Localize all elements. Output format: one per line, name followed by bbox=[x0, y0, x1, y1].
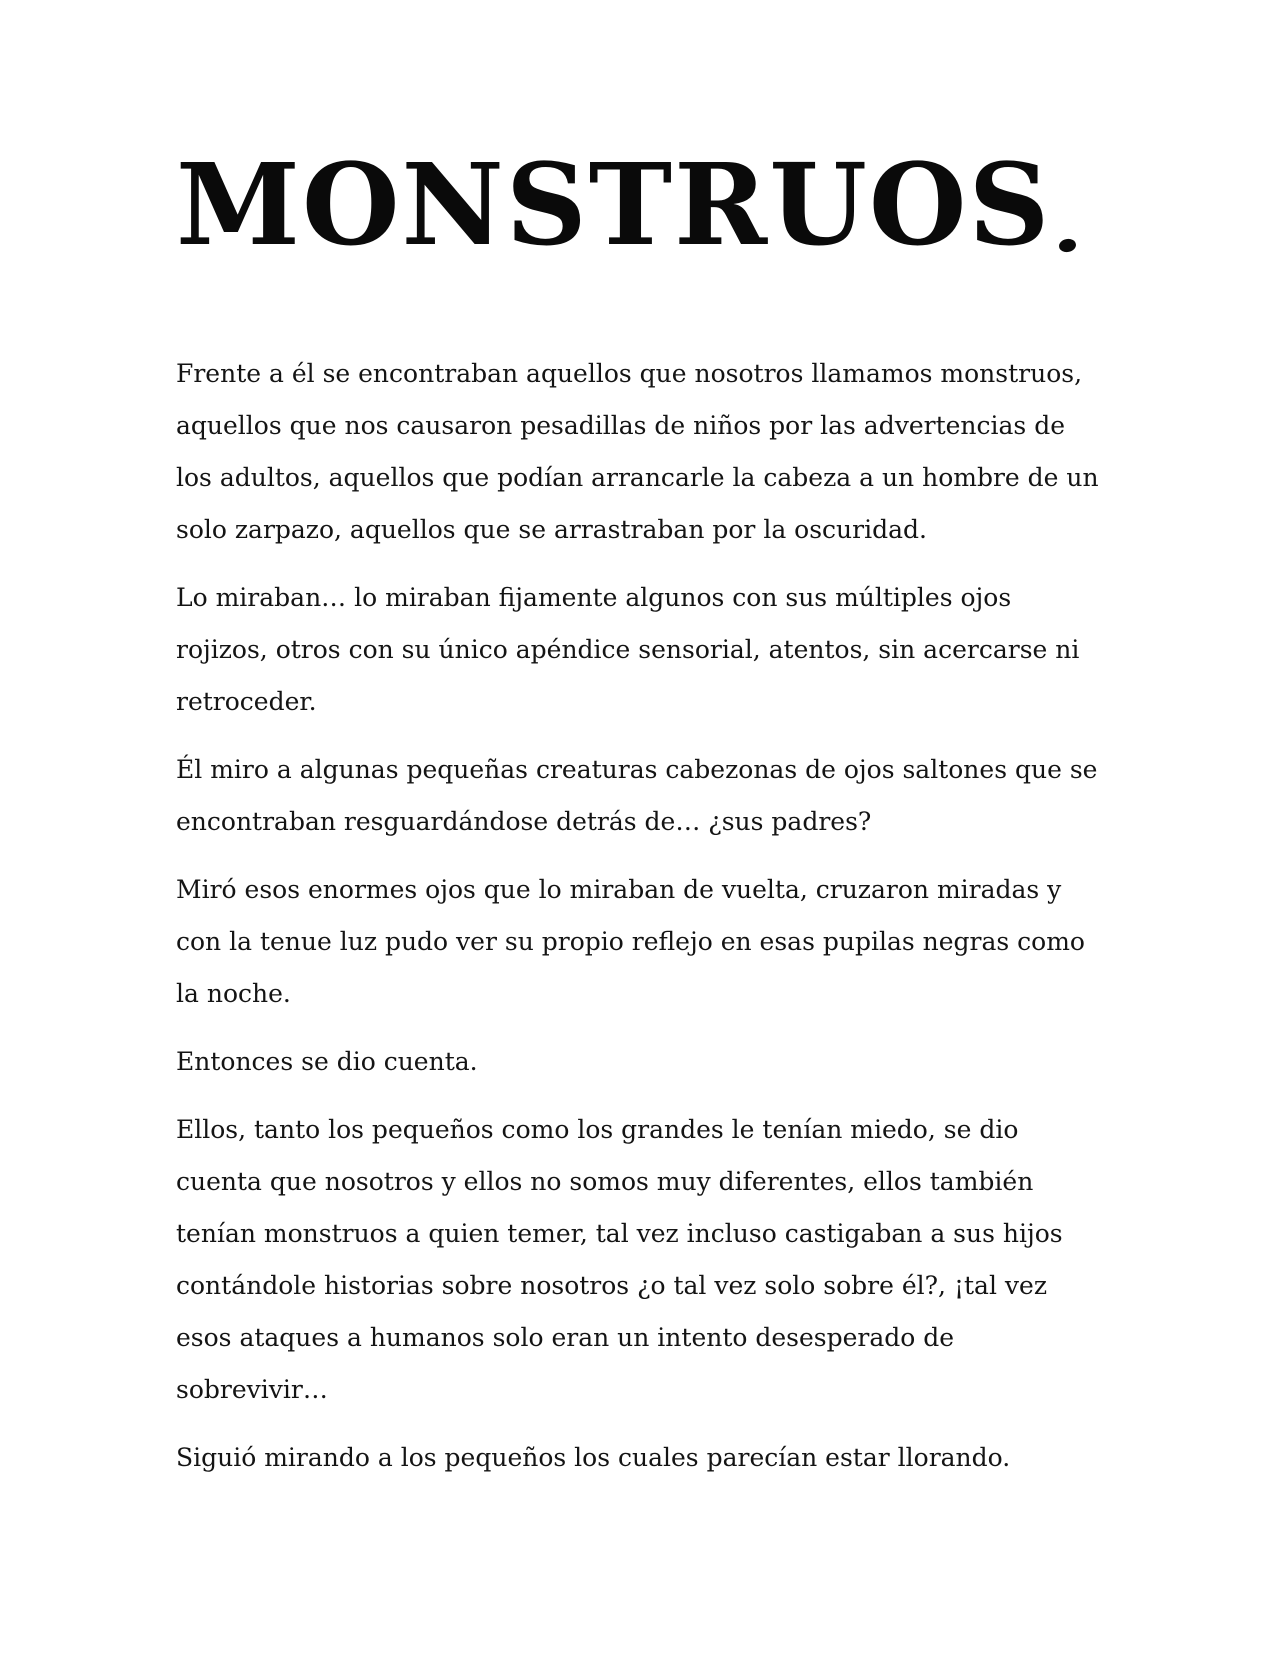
paragraph-2: Lo miraban… lo miraban fijamente algunos con sus múltiples ojos rojizos, otros con su único apéndice sensorial, atentos, sin acercarse ni retroceder. bbox=[176, 583, 1080, 716]
paragraph-4: Miró esos enormes ojos que lo miraban de vuelta, cruzaron miradas y con la tenue luz pudo ver su propio reflejo en esas pupilas negras como la noche. bbox=[176, 875, 1085, 1008]
paragraph-6: Ellos, tanto los pequeños como los grandes le tenían miedo, se dio cuenta que nosotros y ellos no somos muy diferentes, ellos también tenían monstruos a quien temer, tal vez incluso castigaban a sus hijos contándole historias sobre nosotros ¿o tal vez solo sobre él?, ¡tal vez esos ataques a humanos solo eran un intento desesperado de sobrevivir… bbox=[176, 1115, 1063, 1404]
paragraph-5: Entonces se dio cuenta. bbox=[176, 1047, 478, 1076]
title-text: MONSTRUOS bbox=[176, 140, 1052, 271]
title-period-ink-dot bbox=[1058, 238, 1077, 254]
document-title bbox=[176, 140, 1076, 271]
paragraph-7: Siguió mirando a los pequeños los cuales parecían estar llorando. bbox=[176, 1443, 1011, 1472]
story-body bbox=[176, 348, 1106, 1500]
paragraph-1: Frente a él se encontraban aquellos que nosotros llamamos monstruos, aquellos que nos causaron pesadillas de niños por las advertencias de los adultos, aquellos que podían arrancarle la cabeza a un hombre de un solo zarpazo, aquellos que se arrastraban por la oscuridad. bbox=[176, 359, 1099, 544]
paragraph-3: Él miro a algunas pequeñas creaturas cabezonas de ojos saltones que se encontraban resguardándose detrás de… ¿sus padres? bbox=[176, 755, 1098, 836]
